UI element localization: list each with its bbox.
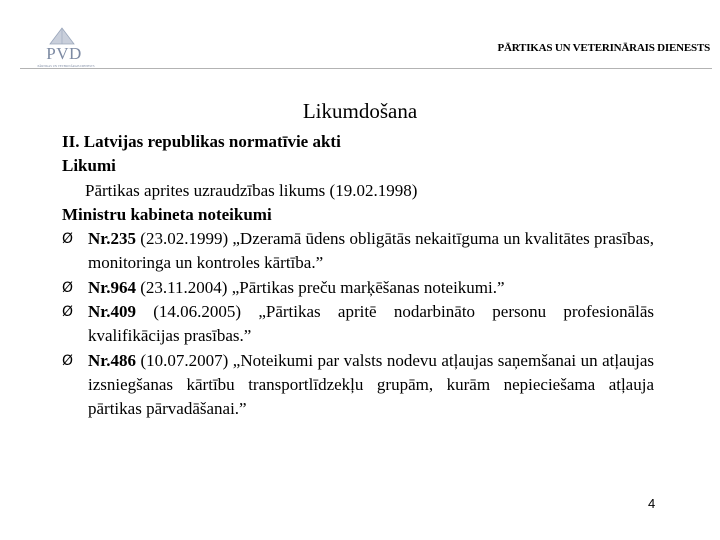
arrow-bullet-icon: Ø — [62, 231, 74, 248]
laws-heading: Likumi — [62, 156, 116, 176]
page-number: 4 — [648, 496, 656, 511]
arrow-bullet-icon: Ø — [62, 279, 74, 296]
regulation-number: Nr.964 — [88, 277, 137, 297]
section-heading: II. Latvijas republikas normatīvie akti — [62, 132, 341, 151]
header-divider — [20, 68, 712, 69]
regulation-number: Nr.486 — [88, 350, 137, 370]
organization-name: PĀRTIKAS UN VETERINĀRAIS DIENESTS — [497, 42, 710, 54]
regulation-item — [62, 300, 654, 349]
regulation-text: (14.06.2005) „Pārtikas apritē nodarbināto personu profesionālās kvalifikācijas prasības.” — [88, 302, 654, 346]
regulation-number: Nr.235 — [88, 229, 137, 249]
pvd-logo — [28, 26, 98, 72]
logo-text: PVD — [46, 44, 82, 63]
logo-subtext: PĀRTIKAS UN VETERINĀRAIS DIENESTS — [37, 64, 95, 68]
regulation-item — [62, 227, 654, 276]
regulations-heading: Ministru kabineta noteikumi — [62, 204, 272, 224]
regulation-number: Nr.409 — [88, 302, 137, 322]
slide-content — [62, 130, 654, 422]
slide-title: Likumdošana — [302, 99, 418, 123]
regulation-text: (23.02.1999) „Dzeramā ūdens obligātās nekaitīguma un kvalitātes prasības, monitoringa un kontroles kārtība.” — [88, 229, 654, 273]
regulation-text: (10.07.2007) „Noteikumi par valsts nodevu atļaujas saņemšanai un atļaujas izsniegšanas kārtību transportlīdzekļu grupām, kurām nepieciešama atļauja pārtikas pārvadāšanai.” — [88, 350, 654, 419]
arrow-bullet-icon: Ø — [62, 352, 74, 369]
regulation-item — [62, 349, 654, 422]
regulation-item — [62, 276, 654, 300]
pyramid-icon — [44, 26, 80, 46]
regulation-text: (23.11.2004) „Pārtikas preču marķēšanas noteikumi.” — [140, 277, 505, 297]
arrow-bullet-icon: Ø — [62, 304, 74, 321]
law-item: Pārtikas aprites uzraudzības likums (19.02.1998) — [85, 180, 418, 200]
